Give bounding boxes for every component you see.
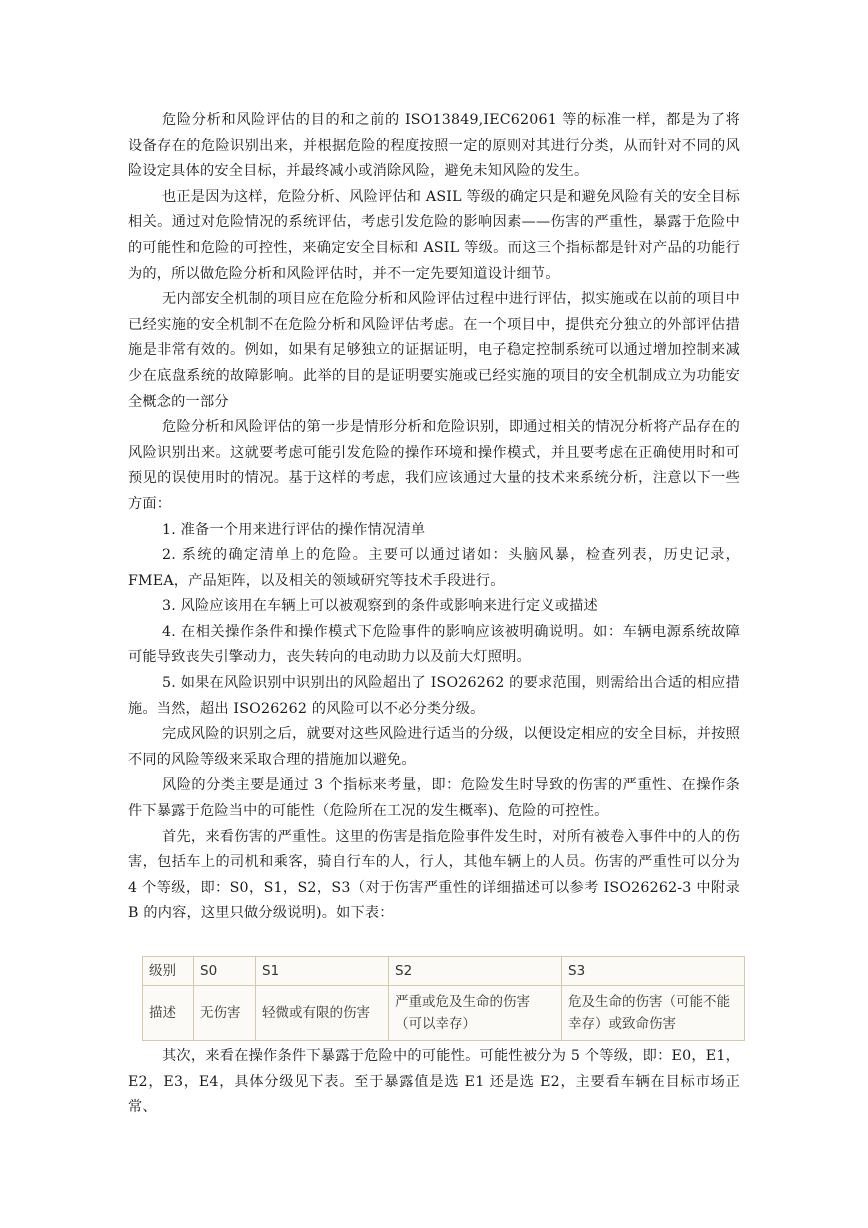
- table-cell: 描述: [143, 986, 194, 1041]
- paragraph-safety-goals: 也正是因为这样，危险分析、风险评估和 ASIL 等级的确定只是和避免风险有关的安全目标相关。通过对危险情况的系统评估，考虑引发危险的影响因素——伤害的严重性，暴露于危险中的可能性和危险的可控性，来确定安全目标和 ASIL 等级。而这三个指标都是针对产品的功能行为的，所以做危险分析和风险评估时，并不一定先要知道设计细节。: [128, 188, 740, 282]
- paragraph-risk-grading: 完成风险的识别之后，就要对这些风险进行适当的分级，以便设定相应的安全目标，并按照不同的风险等级来采取合理的措施加以避免。: [128, 726, 740, 768]
- paragraph-hazard-identification: 危险分析和风险评估的第一步是情形分析和危险识别，即通过相关的情况分析将产品存在的风险识别出来。这就要考虑可能引发危险的操作环境和操作模式，并且要考虑在正确使用时和可预见的误使用时的情况。基于这样的考虑，我们应该通过大量的技术来系统分析，注意以下一些方面：: [128, 419, 740, 512]
- table-cell: 危及生命的伤害（可能不能幸存）或致命伤害: [562, 986, 745, 1041]
- table-cell: 轻微或有限的伤害: [256, 986, 389, 1041]
- body-text-continued: [128, 1044, 740, 1121]
- paragraph-risk-indicators: 风险的分类主要是通过 3 个指标来考量，即：危险发生时导致的伤害的严重性、在操作条件下暴露于危险当中的可能性（危险所在工况的发生概率)、危险的可控性。: [128, 777, 740, 820]
- table-cell: 级别: [143, 957, 194, 986]
- paragraph-exposure: 其次，来看在操作条件下暴露于危险中的可能性。可能性被分为 5 个等级，即：E0，E1，E2，E3，E4，具体分级见下表。至于暴露值是选 E1 还是选 E2，主要看车辆在目标市场正常、: [128, 1048, 740, 1116]
- table-cell: 无伤害: [194, 986, 256, 1041]
- table-cell: 严重或危及生命的伤害（可以幸存）: [389, 986, 562, 1041]
- paragraph-purpose: 危险分析和风险评估的目的和之前的 ISO13849,IEC62061 等的标准一样，都是为了将设备存在的危险识别出来，并根据危险的程度按照一定的原则对其进行分类，从而针对不同的风险设定具体的安全目标，并最终减小或消除风险，避免未知风险的发生。: [128, 112, 740, 180]
- table-cell: S2: [389, 957, 562, 986]
- paragraph-severity: 首先，来看伤害的严重性。这里的伤害是指危险事件发生时，对所有被卷入事件中的人的伤害，包括车上的司机和乘客，骑自行车的人，行人，其他车辆上的人员。伤害的严重性可以分为 4 个等级，即：S0，S1，S2，S3（对于伤害严重性的详细描述可以参考 ISO26262-3 中附录 B 的内容，这里只做分级说明)。如下表：: [128, 828, 740, 922]
- table-row: [143, 986, 745, 1041]
- list-item-4: 4. 在相关操作条件和操作模式下危险事件的影响应该被明确说明。如：车辆电源系统故障可能导致丧失引擎动力，丧失转向的电动助力以及前大灯照明。: [128, 623, 740, 666]
- body-text: [128, 108, 740, 927]
- list-item-2: 2. 系统的确定清单上的危险。主要可以通过诸如：头脑风暴，检查列表，历史记录，FMEA，产品矩阵，以及相关的领域研究等技术手段进行。: [128, 547, 740, 589]
- list-item-3: 3. 风险应该用在车辆上可以被观察到的条件或影响来进行定义或描述: [162, 598, 598, 615]
- severity-table: [142, 956, 745, 1041]
- table-cell: S3: [562, 957, 745, 986]
- table-cell: S0: [194, 957, 256, 986]
- paragraph-safety-mechanism: 无内部安全机制的项目应在危险分析和风险评估过程中进行评估，拟实施或在以前的项目中已经实施的安全机制不在危险分析和风险评估考虑。在一个项目中，提供充分独立的外部评估措施是非常有效的。例如，如果有足够独立的证据证明，电子稳定控制系统可以通过增加控制来减少在底盘系统的故障影响。此举的目的是证明要实施或已经实施的项目的安全机制成立为功能安全概念的一部分: [128, 291, 740, 410]
- list-item-1: 1. 准备一个用来进行评估的操作情况清单: [162, 521, 426, 538]
- table-header-row: [143, 957, 745, 986]
- severity-table-wrapper: [142, 956, 745, 1041]
- list-item-5: 5. 如果在风险识别中识别出的风险超出了 ISO26262 的要求范围，则需给出合适的相应措施。当然，超出 ISO26262 的风险可以不必分类分级。: [128, 675, 740, 717]
- table-cell: S1: [256, 957, 389, 986]
